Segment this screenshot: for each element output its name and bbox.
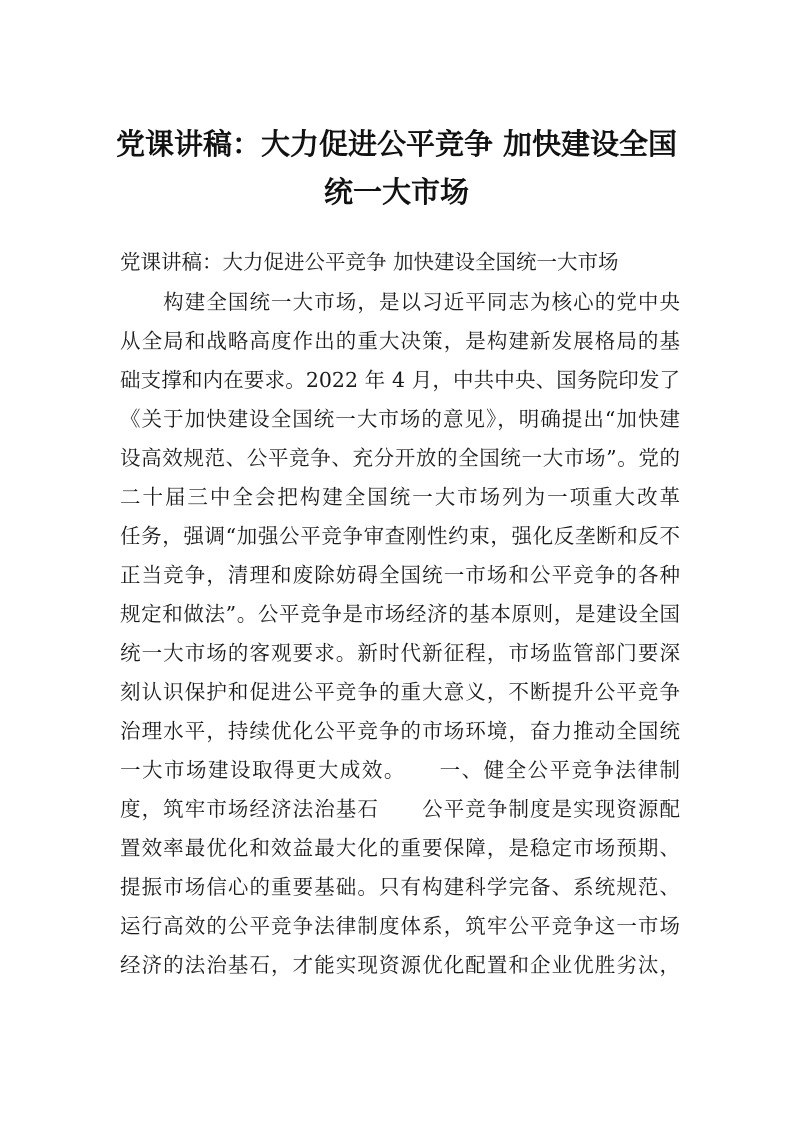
body-line: 运行高效的公平竞争法律制度体系，筑牢公平竞争这一市场 (120, 914, 680, 938)
body-line: 置效率最优化和效益最大化的重要保障，是稳定市场预期、 (120, 836, 680, 860)
body-line: 从全局和战略高度作出的重大决策，是构建新发展格局的基 (120, 329, 680, 353)
body-line: 《关于加快建设全国统一大市场的意见》，明确提出“加快建 (120, 407, 680, 431)
document-title-line-1: 党课讲稿：大力促进公平竞争 加快建设全国 (115, 127, 678, 161)
body-line: 一大市场建设取得更大成效。 一、健全公平竞争法律制 (120, 758, 680, 782)
body-line: 统一大市场的客观要求。新时代新征程，市场监管部门要深 (120, 641, 680, 665)
body-line: 设高效规范、公平竞争、充分开放的全国统一大市场”。党的 (120, 446, 680, 470)
document-subtitle: 党课讲稿：大力促进公平竞争 加快建设全国统一大市场 (120, 250, 619, 274)
body-line: 任务，强调“加强公平竞争审查刚性约束，强化反垄断和反不 (120, 524, 680, 548)
body-line: 经济的法治基石，才能实现资源优化配置和企业优胜劣汰， (120, 953, 680, 977)
body-line: 治理水平，持续优化公平竞争的市场环境，奋力推动全国统 (120, 719, 680, 743)
body-line: 刻认识保护和促进公平竞争的重大意义，不断提升公平竞争 (120, 680, 680, 704)
body-line: 构建全国统一大市场，是以习近平同志为核心的党中央 (120, 290, 680, 314)
document-title-line-2: 统一大市场 (323, 175, 469, 209)
body-line: 础支撑和内在要求。2022 年 4 月，中共中央、国务院印发了 (120, 368, 680, 392)
body-line: 正当竞争，清理和废除妨碍全国统一市场和公平竞争的各种 (120, 563, 680, 587)
body-line: 提振市场信心的重要基础。只有构建科学完备、系统规范、 (120, 875, 680, 899)
body-line: 规定和做法”。公平竞争是市场经济的基本原则，是建设全国 (120, 602, 680, 626)
body-line: 度，筑牢市场经济法治基石 公平竞争制度是实现资源配 (120, 797, 680, 821)
body-line: 二十届三中全会把构建全国统一大市场列为一项重大改革 (120, 485, 680, 509)
